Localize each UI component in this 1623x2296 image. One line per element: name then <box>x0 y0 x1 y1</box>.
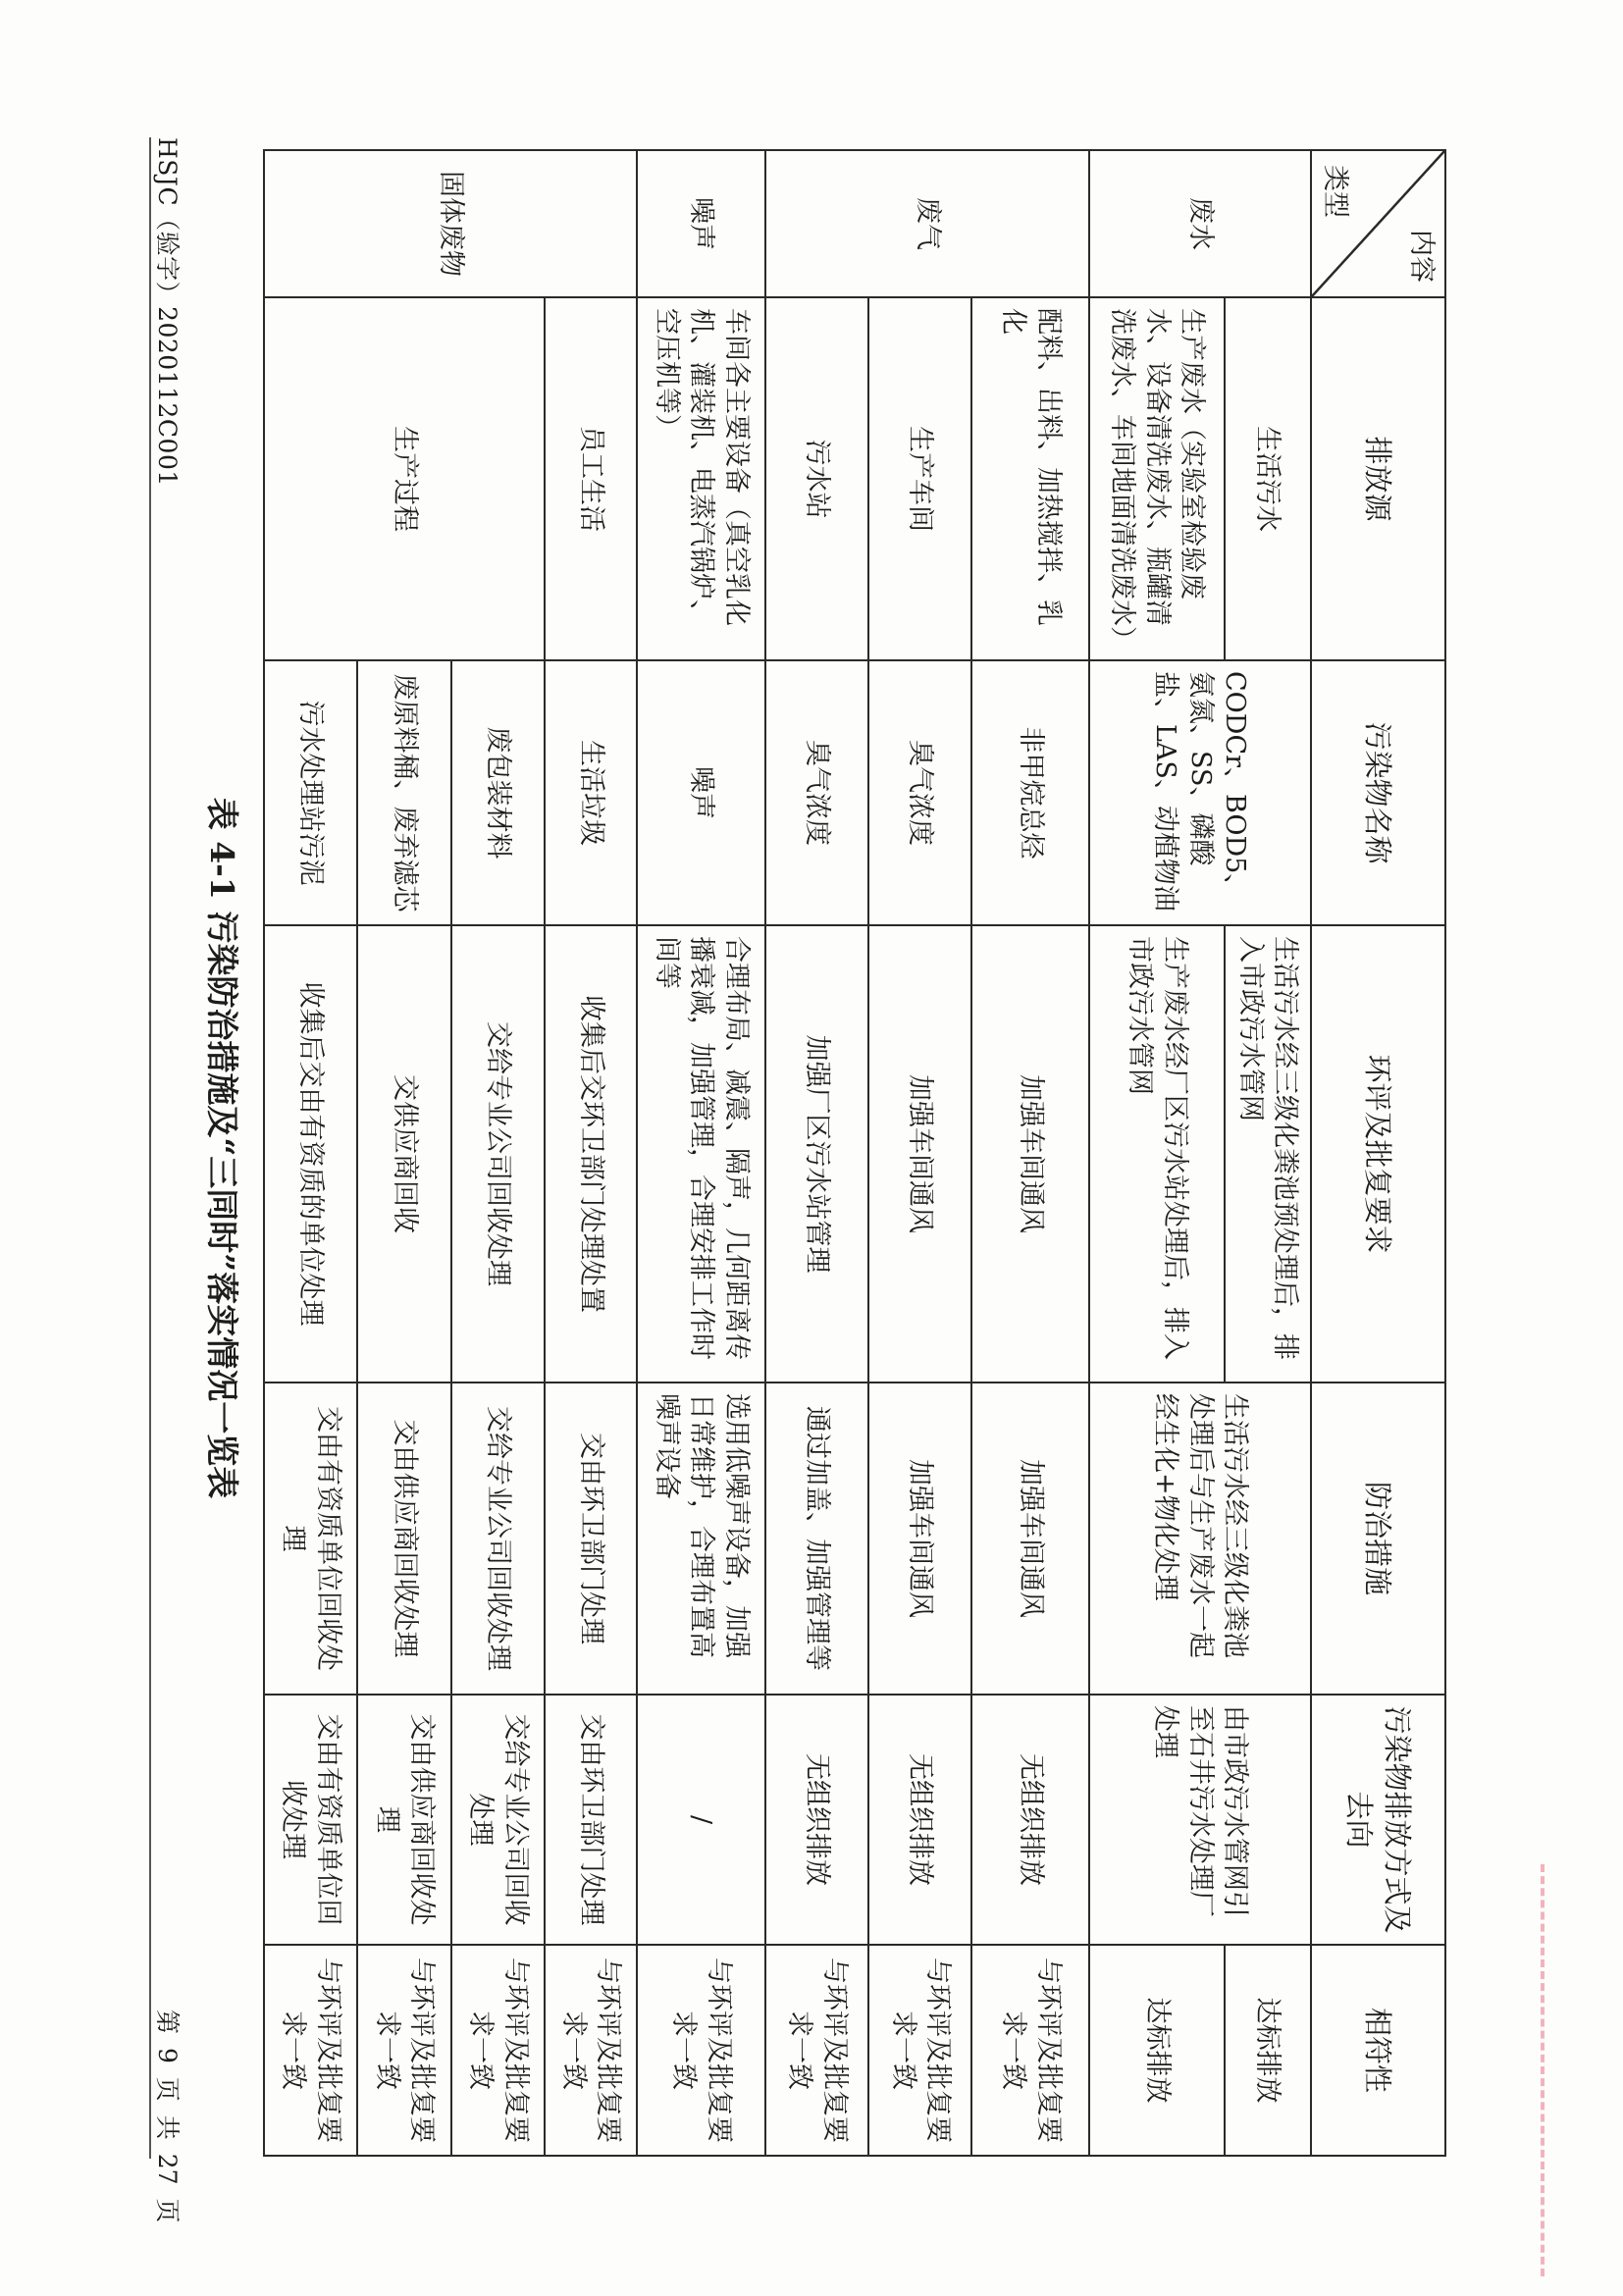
cell-compliance: 与环评及批复要求一致 <box>357 1945 452 2156</box>
cell-compliance: 与环评及批复要求一致 <box>451 1945 544 2156</box>
cell-source: 生产车间 <box>868 297 971 660</box>
category-wastewater: 废水 <box>1089 150 1310 297</box>
cell-pollutant: 生活垃圾 <box>545 660 637 925</box>
cell-source: 员工生活 <box>545 297 637 660</box>
cell-compliance: 与环评及批复要求一致 <box>971 1945 1089 2156</box>
cell-measure: 通过加盖、加强管理等 <box>765 1383 868 1695</box>
cell-discharge: 交由环卫部门处理 <box>545 1695 637 1945</box>
table-row <box>868 150 971 2156</box>
cell-requirement: 交给专业公司回收处理 <box>451 925 544 1383</box>
cell-pollutant: 非甲烷总烃 <box>971 660 1089 925</box>
corner-content-label: 内容 <box>1406 230 1437 283</box>
pollution-measures-table <box>263 149 1446 2157</box>
table-row <box>1225 150 1311 2156</box>
cell-compliance: 与环评及批复要求一致 <box>868 1945 971 2156</box>
cell-discharge: 交由有资质单位回收处理 <box>264 1695 357 1945</box>
page-number: 第 9 页 共 27 页 <box>153 2009 182 2223</box>
cell-requirement: 交供应商回收 <box>357 925 452 1383</box>
cell-measure: 加强车间通风 <box>868 1383 971 1695</box>
cell-discharge: 交由供应商回收处理 <box>357 1695 452 1945</box>
cell-compliance: 与环评及批复要求一致 <box>637 1945 765 2156</box>
cell-pollutant: 废包装材料 <box>451 660 544 925</box>
category-solid-waste: 固体废物 <box>264 150 637 297</box>
cell-compliance: 与环评及批复要求一致 <box>765 1945 868 2156</box>
col-header-source: 排放源 <box>1311 297 1445 660</box>
category-noise: 噪声 <box>637 150 765 297</box>
cell-requirement: 加强厂区污水站管理 <box>765 925 868 1383</box>
cell-discharge: 由市政污水管网引至石井污水处理厂处理 <box>1089 1695 1310 1945</box>
cell-compliance: 达标排放 <box>1225 1945 1311 2156</box>
cell-source: 生产过程 <box>264 297 545 660</box>
cell-source: 配料、出料、加热搅拌、乳化 <box>971 297 1089 660</box>
cell-pollutant: 废原料桶、废弃滤芯 <box>357 660 452 925</box>
cell-compliance: 达标排放 <box>1089 1945 1224 2156</box>
col-header-compliance: 相符性 <box>1311 1945 1445 2156</box>
table-row <box>637 150 765 2156</box>
category-waste-gas: 废气 <box>765 150 1089 297</box>
cell-source: 生活污水 <box>1225 297 1311 660</box>
col-header-requirement: 环评及批复要求 <box>1311 925 1445 1383</box>
cell-requirement: 收集后交由有资质的单位处理 <box>264 925 357 1383</box>
cell-requirement: 生产废水经厂区污水站处理后，排入市政污水管网 <box>1089 925 1224 1383</box>
cell-measure: 加强车间通风 <box>971 1383 1089 1695</box>
cell-measure: 交由供应商回收处理 <box>357 1383 452 1695</box>
cell-discharge: 无组织排放 <box>971 1695 1089 1945</box>
table-row <box>765 150 868 2156</box>
cell-measure: 交由有资质单位回收处理 <box>264 1383 357 1695</box>
table-row <box>545 150 637 2156</box>
cell-requirement: 收集后交环卫部门处理处置 <box>545 925 637 1383</box>
col-header-discharge: 污染物排放方式及去向 <box>1311 1695 1445 1945</box>
col-header-pollutant: 污染物名称 <box>1311 660 1445 925</box>
cell-pollutant: CODCr、BOD5、氨氮、SS、磷酸盐、LAS、动植物油 <box>1089 660 1310 925</box>
red-stamp-trace <box>1511 1864 1544 2276</box>
cell-discharge: / <box>637 1695 765 1945</box>
header-rule <box>149 137 151 2159</box>
table-header-row <box>1311 150 1445 2156</box>
cell-compliance: 与环评及批复要求一致 <box>264 1945 357 2156</box>
cell-requirement: 加强车间通风 <box>971 925 1089 1383</box>
cell-measure: 生活污水经三级化粪池处理后与生产废水一起经生化+物化处理 <box>1089 1383 1310 1695</box>
cell-compliance: 与环评及批复要求一致 <box>545 1945 637 2156</box>
corner-type-label: 类型 <box>1320 165 1351 218</box>
cell-source: 车间各主要设备（真空乳化机、灌装机、电蒸汽锅炉、空压机等） <box>637 297 765 660</box>
document-code: HSJC（验字）2020112C001 <box>153 137 182 487</box>
col-header-measure: 防治措施 <box>1311 1383 1445 1695</box>
cell-measure: 交给专业公司回收处理 <box>451 1383 544 1695</box>
cell-source: 污水站 <box>765 297 868 660</box>
cell-pollutant: 臭气浓度 <box>765 660 868 925</box>
table-caption: 表 4-1 污染防治措施及“三同时”落实情况一览表 <box>203 797 241 1499</box>
cell-requirement: 加强车间通风 <box>868 925 971 1383</box>
cell-measure: 选用低噪声设备，加强日常维护，合理布置高噪声设备 <box>637 1383 765 1695</box>
cell-discharge: 交给专业公司回收处理 <box>451 1695 544 1945</box>
cell-pollutant: 污水处理站污泥 <box>264 660 357 925</box>
cell-requirement: 合理布局、减震、隔声，几何距离传播衰减，加强管理，合理安排工作时间等 <box>637 925 765 1383</box>
cell-pollutant: 臭气浓度 <box>868 660 971 925</box>
cell-discharge: 无组织排放 <box>868 1695 971 1945</box>
cell-measure: 交由环卫部门处理 <box>545 1383 637 1695</box>
corner-header-cell <box>1311 150 1445 297</box>
cell-requirement: 生活污水经三级化粪池预处理后，排入市政污水管网 <box>1225 925 1311 1383</box>
cell-source: 生产废水（实验室检验废水、设备清洗废水、瓶罐清洗废水、车间地面清洗废水） <box>1089 297 1224 660</box>
cell-pollutant: 噪声 <box>637 660 765 925</box>
table-row <box>451 150 544 2156</box>
cell-discharge: 无组织排放 <box>765 1695 868 1945</box>
table-row <box>971 150 1089 2156</box>
